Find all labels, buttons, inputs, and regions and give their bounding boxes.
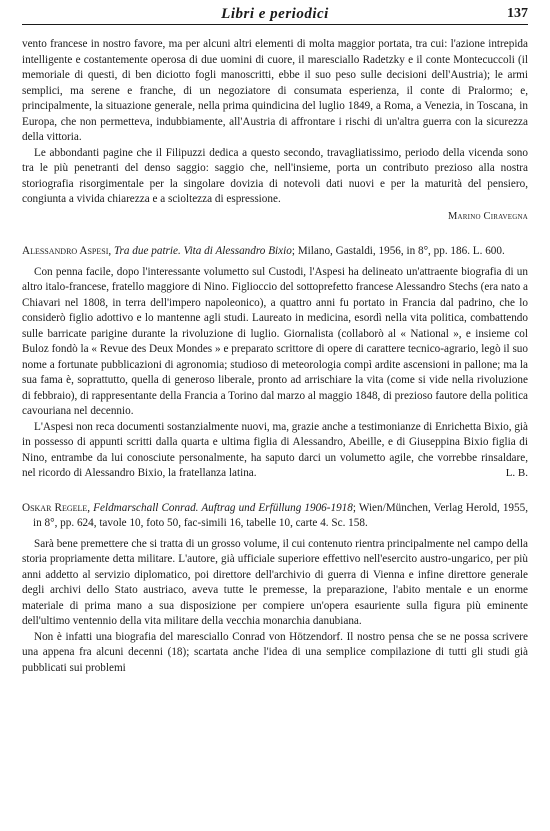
review2-publication: ; Milano, Gastaldi, 1956, in 8°, pp. 186. L. 600. bbox=[291, 244, 505, 257]
review3-author: Oskar Regele bbox=[22, 501, 88, 514]
review2-title: Tra due patrie. Vita di Alessandro Bixio bbox=[113, 244, 292, 257]
review2-author: Alessandro Aspesi bbox=[22, 244, 109, 257]
review1-paragraph-2: Le abbondanti pagine che il Filipuzzi dedica a questo secondo, travagliatissimo, periodo della vicenda sono tra le più penetranti del denso saggio: saggio che, nell'insieme, porta un contributo prezioso alla nostra storiografia risorgimentale per la singolare dovizia di notevoli dati nuovi e per la maturità del pensiero, congiunta a vivida chiarezza e a scioltezza di espressione. bbox=[22, 146, 528, 205]
running-header bbox=[22, 6, 528, 25]
page-content bbox=[22, 37, 528, 676]
review2-initials: L. B. bbox=[505, 466, 528, 479]
running-title: Libri e periodici bbox=[221, 6, 329, 22]
review2-paragraph-2: L'Aspesi non reca documenti sostanzialmente nuovi, ma, grazie anche a testimonianze di Enrichetta Bixio, già in possesso di appunti scritti dalla quarta e ultima figlia di Alessandro, Abeille, e di Giuseppina Bixio figlia di Nino, entrambe da lui conosciute personalmente, ha saputo darci un volumetto agile, che vorrebbe rinsaldare, nel ricordo di Alessandro Bixio, la fratellanza latina. bbox=[22, 420, 528, 479]
review2-heading: Alessandro Aspesi, Tra due patrie. Vita di Alessandro Bixio; Milano, Gastaldi, 1956, in 8°, pp. 186. L. 600. bbox=[22, 244, 505, 257]
review3-heading: Oskar Regele, Feldmarschall Conrad. Auftrag und Erfüllung 1906-1918; Wien/München, Verlag Herold, 1955, in 8°, pp. 624, tavole 10, foto 50, fac-simili 16, tabelle 10, carte 4. Sc. 158. bbox=[22, 501, 528, 529]
page-number: 137 bbox=[507, 6, 528, 21]
review3-title: Feldmarschall Conrad. Auftrag und Erfüllung 1906-1918 bbox=[93, 501, 353, 514]
review2-paragraph-1: Con penna facile, dopo l'interessante volumetto sul Custodi, l'Aspesi ha delineato un'attraente biografia di un altro italo-francese, fratello maggiore di Nino. Figlioccio del sottoprefetto francese Alessandro Stechs (era nato a Chiavari nel 1808, in terra dell'impero napoleonico), a quattro anni fu portato in Francia dal padrino, che lo considerò figlio adottivo e lo mantenne agli studi. Laureato in medicina, esordì nella vita politica, combattendo sulle barricate parigine durante la rivoluzione di luglio. Giornalista (collaborò al « National », e insieme col Buloz fondò la « Revue des Deux Mondes » e preparato scrittore di opere di carattere tecnico-agrario, legò il suo nome a fortunate pubblicazioni di agronomia; studioso di meteorologia compì ardite ascensioni in pallone; ma la sua fama è, soprattutto, quella di generoso liberale, pronto ad arrischiare la vita (come si vide nella rivoluzione di febbraio), di rappresentante della Francia a Torino dal marzo al maggio 1848, di prezioso fautore della politica cavouriana nel decennio. bbox=[22, 265, 528, 417]
review1-continuation: vento francese in nostro favore, ma per alcuni altri elementi di molta maggior portata, tra cui: l'azione intrepida intelligente e costantemente operosa di due uomini di cuore, il maresciallo Radetzky e il conte Montecuccoli (il memoriale di questi, di ben diciotto fogli manoscritti, ebbe il suo peso sulle decisioni dell'Austria); le armi semplici, ma serene e franche, di un negoziatore di consumata esperienza, il conte di Pralormo; e, principalmente, la situazione generale, nella prima quindicina del luglio 1849, a Roma, a Venezia, in Toscana, in Europa, che non permetteva, indubbiamente, all'Austria di affrontare i rischi di un'altra guerra con la sicurezza della vittoria. bbox=[22, 38, 528, 143]
review3-paragraph-2: Non è infatti una biografia del maresciallo Conrad von Hötzendorf. Il nostro pensa che se ne possa scrivere una appena fra alcuni decenni (18); scartata anche l'idea di una semplice compilazione di tutti gli studi già pubblicati sui problemi bbox=[22, 630, 528, 674]
review3-publication: ; Wien/München, Verlag Herold, 1955, in 8°, pp. 624, tavole 10, foto 50, fac-simili 16, tabelle 10, carte 4. Sc. 158. bbox=[33, 501, 528, 529]
review3-paragraph-1: Sarà bene premettere che si tratta di un grosso volume, il cui contenuto rientra principalmente nel campo della storia propriamente detta militare. L'autore, già ufficiale superiore effettivo nell'esercito austro-ungarico, per più anni addetto al servizio diplomatico, poi direttore dell'archivio di guerra di Vienna e infine direttore generale degli archivi dello Stato austriaco, aveva tutte le premesse, la preparazione, l'abito mentale e un enorme materiale di prima mano a sua disposizione per compiere un'opera esauriente sulla figura più eminente dell'ultimo ventennio della vita militare della vecchia monarchia danubiana. bbox=[22, 537, 528, 627]
review1-signature: Marino Ciravegna bbox=[448, 210, 528, 222]
